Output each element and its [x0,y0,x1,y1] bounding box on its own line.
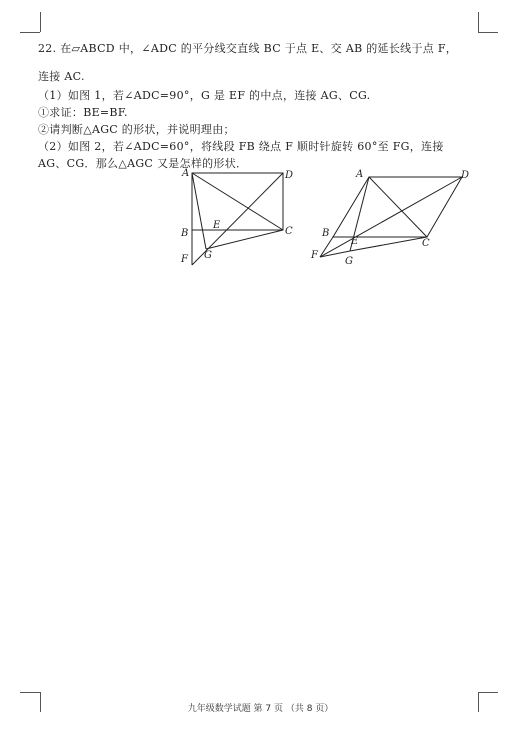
label-e: E [351,236,359,247]
label-c: C [422,238,430,249]
segment-df [320,177,462,257]
label-b: B [181,228,189,239]
problem-line: ①求证：BE=BF. [38,106,128,119]
label-g: G [204,250,212,261]
label-g: G [345,256,353,267]
label-f: F [311,250,318,261]
label-d: D [461,170,470,181]
label-d: D [285,170,294,181]
segment-cg [350,237,427,251]
problem-line: （2）如图 2，若∠ADC=60°，将线段 FB 绕点 F 顺时针旋转 60°至 FG，连接 [38,140,444,153]
label-a: A [182,168,190,179]
problem-line: 22. 在▱ABCD 中，∠ADC 的平分线交直线 BC 于点 E、交 AB 的延长线于点 F， [38,42,458,55]
segment-ac [369,177,427,237]
problem-line: ②请判断△AGC 的形状，并说明理由； [38,123,235,136]
label-e: E [213,220,221,231]
label-a: A [356,169,364,180]
problem-line: AG、CG．那么△AGC 又是怎样的形状． [38,157,248,170]
page-footer: 九年级数学试题 第 7 页 （共 8 页） [187,704,334,714]
label-f: F [181,254,188,265]
problem-line: （1）如图 1，若∠ADC=90°，G 是 EF 的中点，连接 AG、CG. [38,89,371,102]
label-c: C [285,226,293,237]
label-b: B [322,228,330,239]
segment-bf [320,237,333,257]
problem-line: 连接 AC. [38,70,85,83]
